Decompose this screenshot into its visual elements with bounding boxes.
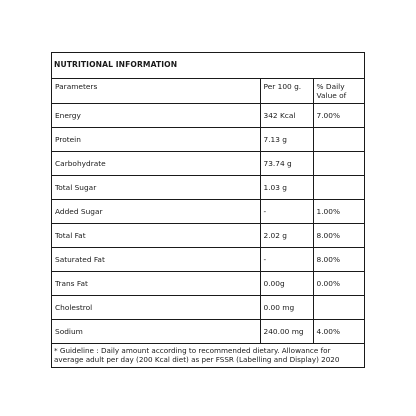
row-dv (313, 127, 364, 151)
row-per100: 0.00g (260, 271, 313, 295)
nutrition-table (52, 79, 364, 344)
row-dv: 8.00% (313, 223, 364, 247)
row-dv: 8.00% (313, 247, 364, 271)
row-dv: 7.00% (313, 103, 364, 127)
nutrition-panel (51, 52, 365, 368)
title-row (52, 53, 364, 79)
row-dv (313, 151, 364, 175)
table-row (52, 319, 364, 343)
header-per-100g: Per 100 g. (260, 79, 313, 103)
guideline-footnote: * Guideline : Daily amount according to recommended dietary. Allowance for average adult per day (200 Kcal diet) as per FSSR (Labelling and Display) 2020 (54, 346, 340, 365)
table-row (52, 175, 364, 199)
row-name: Protein (52, 127, 260, 151)
row-name: Added Sugar (52, 199, 260, 223)
header-parameters: Parameters (52, 79, 260, 103)
row-name: Total Fat (52, 223, 260, 247)
row-name: Carbohydrate (52, 151, 260, 175)
row-per100: - (260, 199, 313, 223)
row-dv: 4.00% (313, 319, 364, 343)
header-daily-value: % Daily Value of (313, 79, 364, 103)
table-row (52, 223, 364, 247)
row-name: Energy (52, 103, 260, 127)
row-per100: 0.00 mg (260, 295, 313, 319)
row-dv: 1.00% (313, 199, 364, 223)
row-per100: 73.74 g (260, 151, 313, 175)
row-per100: 7.13 g (260, 127, 313, 151)
row-name: Total Sugar (52, 175, 260, 199)
row-per100: - (260, 247, 313, 271)
table-row (52, 199, 364, 223)
row-per100: 1.03 g (260, 175, 313, 199)
table-row (52, 103, 364, 127)
row-name: Trans Fat (52, 271, 260, 295)
row-name: Saturated Fat (52, 247, 260, 271)
table-title: NUTRITIONAL INFORMATION (54, 60, 178, 69)
row-name: Cholestrol (52, 295, 260, 319)
row-dv: 0.00% (313, 271, 364, 295)
table-row (52, 271, 364, 295)
table-row (52, 151, 364, 175)
header-row (52, 79, 364, 103)
row-per100: 240.00 mg (260, 319, 313, 343)
row-dv (313, 295, 364, 319)
row-per100: 342 Kcal (260, 103, 313, 127)
table-row (52, 295, 364, 319)
table-row (52, 247, 364, 271)
row-name: Sodium (52, 319, 260, 343)
row-per100: 2.02 g (260, 223, 313, 247)
row-dv (313, 175, 364, 199)
table-row (52, 127, 364, 151)
